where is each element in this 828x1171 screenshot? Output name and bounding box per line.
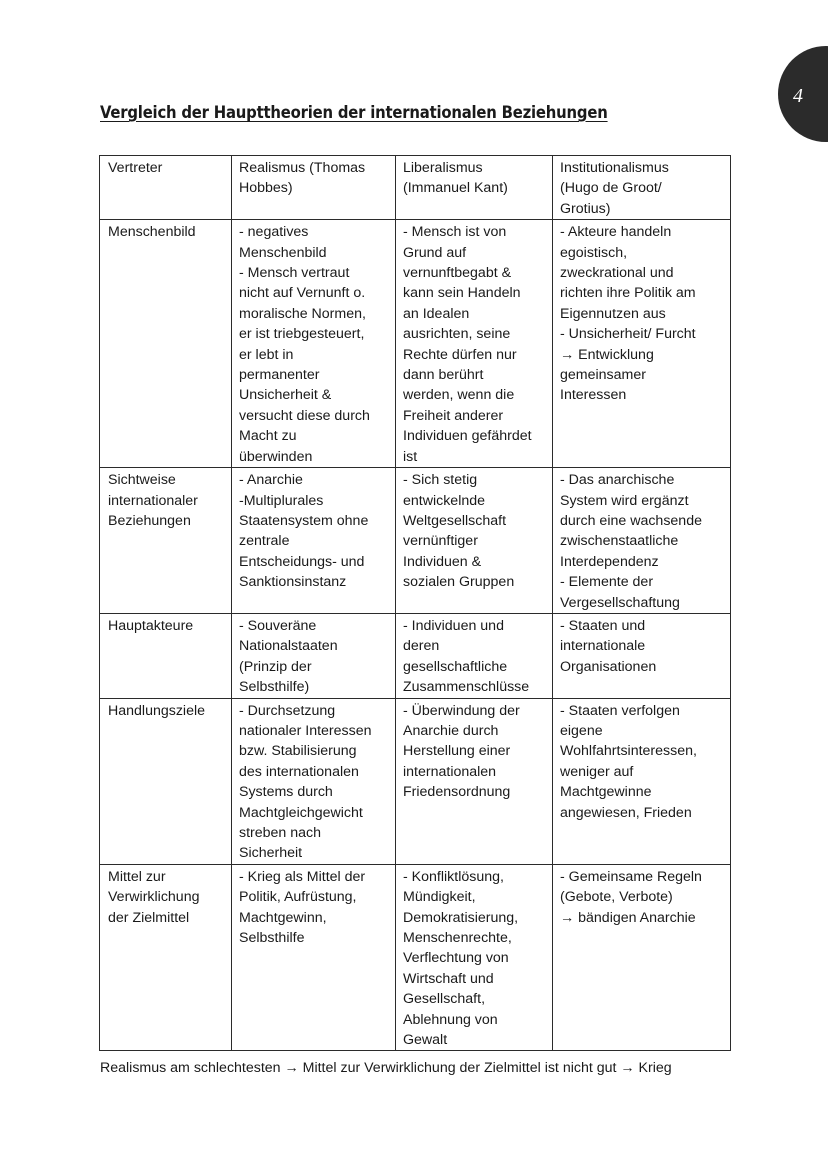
cell-liberalismus: - Individuen und deren gesellschaftliche Zusammenschlüsse bbox=[396, 613, 553, 698]
row-label: Mittel zur Verwirklichung der Zielmittel bbox=[100, 864, 232, 1051]
table-row-menschenbild bbox=[100, 220, 731, 468]
conclusion-note: Realismus am schlechtesten → Mittel zur Verwirklichung der Zielmittel ist nicht gut → Krieg bbox=[100, 1060, 672, 1076]
cell-institutionalismus: - Staaten verfolgen eigene Wohlfahrtsinteressen, weniger auf Machtgewinne angewiesen, Frieden bbox=[553, 698, 731, 864]
cell-realismus: - Souveräne Nationalstaaten (Prinzip der Selbsthilfe) bbox=[232, 613, 396, 698]
cell-institutionalismus: - Das anarchische System wird ergänzt durch eine wachsende zwischenstaatliche Interdependenz - Elemente der Vergesellschaftung bbox=[553, 468, 731, 614]
header-vertreter: Vertreter bbox=[100, 156, 232, 220]
header-liberalismus: Liberalismus (Immanuel Kant) bbox=[396, 156, 553, 220]
row-label: Hauptakteure bbox=[100, 613, 232, 698]
cell-liberalismus: - Mensch ist von Grund auf vernunftbegabt & kann sein Handeln an Idealen ausrichten, seine Rechte dürfen nur dann berührt werden, wenn die Freiheit anderer Individuen gefährdet ist bbox=[396, 220, 553, 468]
cell-institutionalismus: - Akteure handeln egoistisch, zweckrational und richten ihre Politik am Eigennutzen aus - Unsicherheit/ Furcht → Entwicklung gemeinsamer Interessen bbox=[553, 220, 731, 468]
document-title: Vergleich der Haupttheorien der internationalen Beziehungen bbox=[100, 103, 608, 122]
cell-institutionalismus: - Staaten und internationale Organisationen bbox=[553, 613, 731, 698]
cell-liberalismus: - Sich stetig entwickelnde Weltgesellschaft vernünftiger Individuen & sozialen Gruppen bbox=[396, 468, 553, 614]
cell-liberalismus: - Überwindung der Anarchie durch Herstellung einer internationalen Friedensordnung bbox=[396, 698, 553, 864]
table-row-sichtweise bbox=[100, 468, 731, 614]
cell-realismus: - Krieg als Mittel der Politik, Aufrüstung, Machtgewinn, Selbsthilfe bbox=[232, 864, 396, 1051]
page-number-badge bbox=[778, 46, 828, 142]
table-row-mittel bbox=[100, 864, 731, 1051]
theory-comparison-table bbox=[99, 155, 731, 1051]
row-label: Sichtweise internationaler Beziehungen bbox=[100, 468, 232, 614]
page-number: 4 bbox=[793, 85, 803, 107]
header-realismus: Realismus (Thomas Hobbes) bbox=[232, 156, 396, 220]
row-label: Handlungsziele bbox=[100, 698, 232, 864]
header-institutionalismus: Institutionalismus (Hugo de Groot/ Grotius) bbox=[553, 156, 731, 220]
cell-realismus: - negatives Menschenbild - Mensch vertraut nicht auf Vernunft o. moralische Normen, er ist triebgesteuert, er lebt in permanenter Unsicherheit & versucht diese durch Macht zu überwinden bbox=[232, 220, 396, 468]
cell-realismus: - Anarchie -Multiplurales Staatensystem ohne zentrale Entscheidungs- und Sanktionsinstanz bbox=[232, 468, 396, 614]
cell-liberalismus: - Konfliktlösung, Mündigkeit, Demokratisierung, Menschenrechte, Verflechtung von Wirtschaft und Gesellschaft, Ablehnung von Gewalt bbox=[396, 864, 553, 1051]
row-label: Menschenbild bbox=[100, 220, 232, 468]
cell-realismus: - Durchsetzung nationaler Interessen bzw. Stabilisierung des internationalen Systems durch Machtgleichgewicht streben nach Sicherheit bbox=[232, 698, 396, 864]
cell-institutionalismus: - Gemeinsame Regeln (Gebote, Verbote) → bändigen Anarchie bbox=[553, 864, 731, 1051]
table-row-handlungsziele bbox=[100, 698, 731, 864]
table-header-row bbox=[100, 156, 731, 220]
table-row-hauptakteure bbox=[100, 613, 731, 698]
